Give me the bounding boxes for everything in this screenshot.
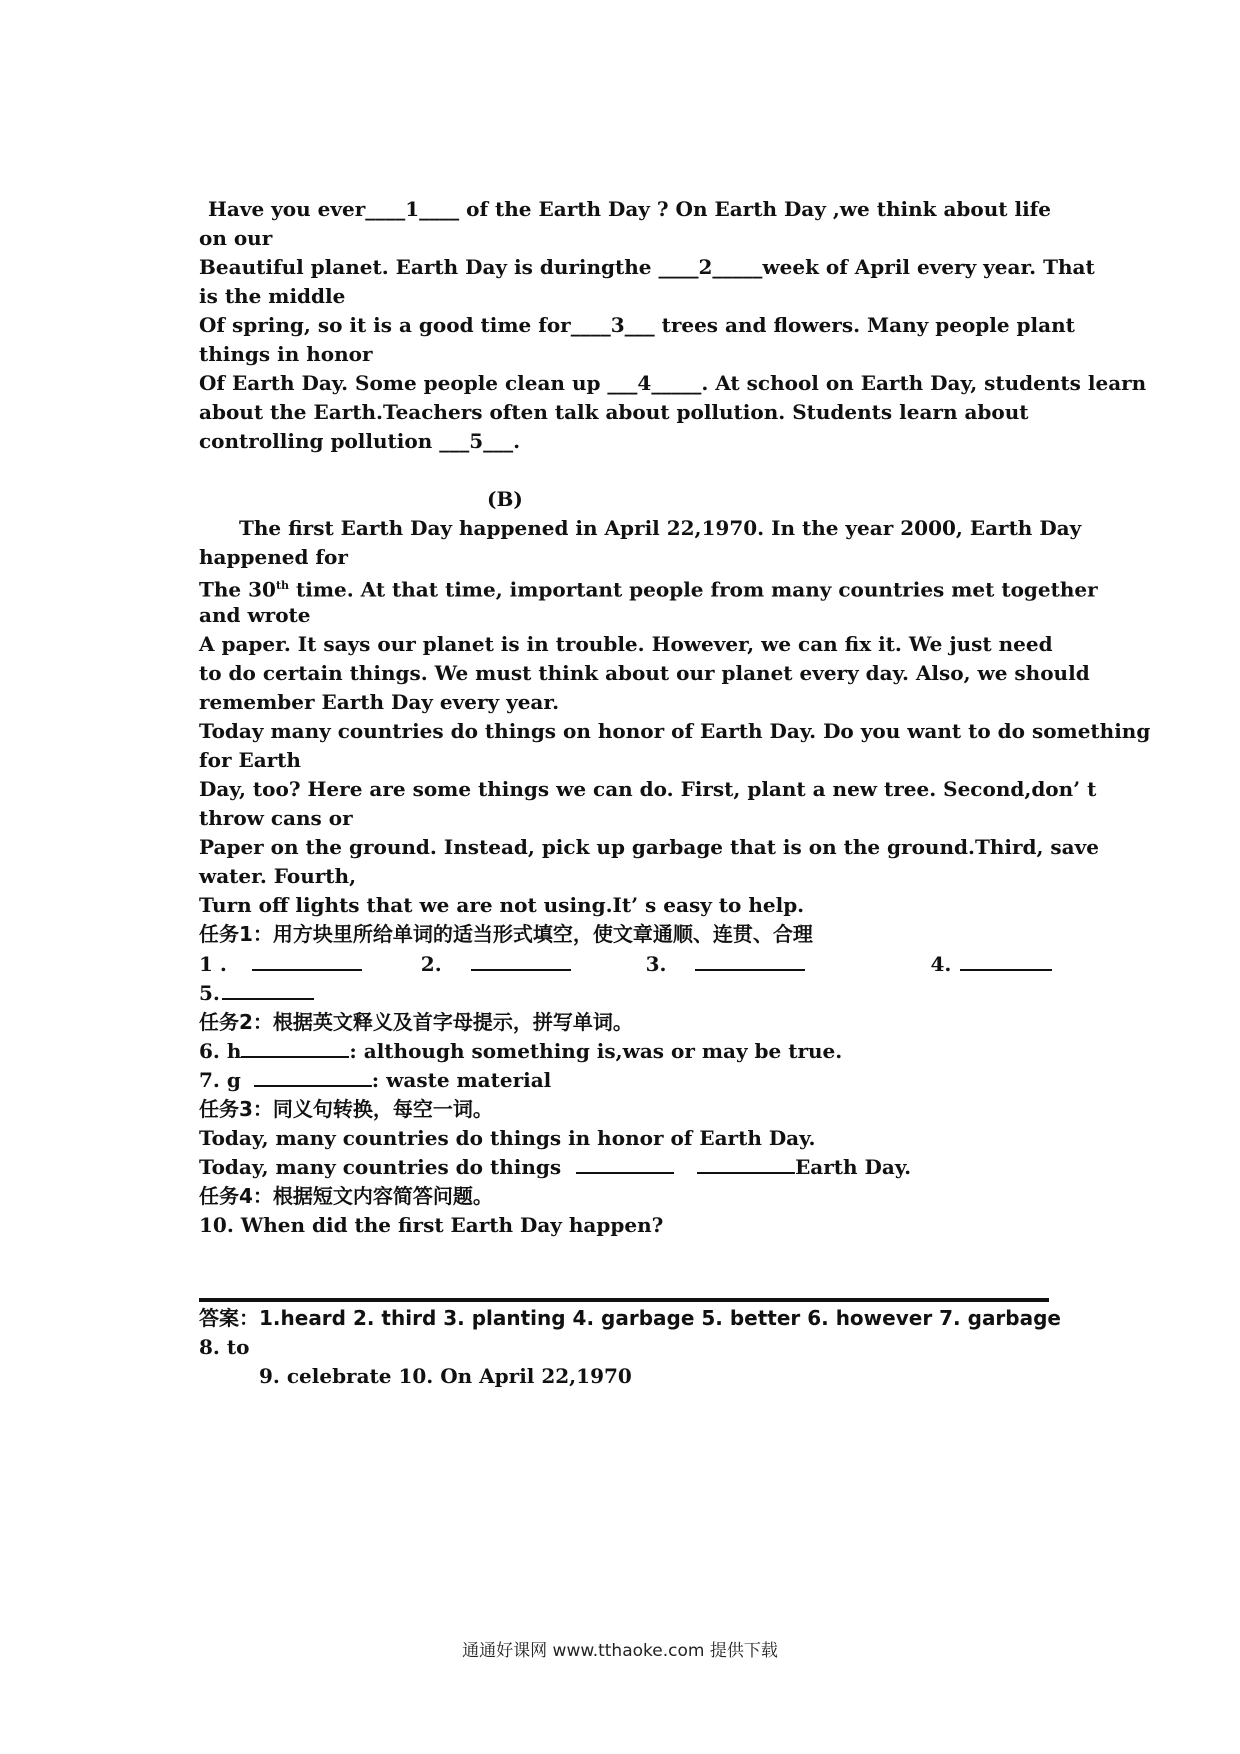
sentence-text: Today, many countries do things [199, 1155, 562, 1179]
blank-number: 5. [199, 981, 220, 1005]
passage-a-line: things in honor [199, 342, 373, 366]
superscript: th [275, 579, 290, 592]
passage-b-line: to do certain things. We must think about our planet every day. Also, we should [199, 661, 1090, 685]
question-7 [199, 1067, 551, 1093]
answer-blank-5[interactable] [222, 980, 314, 1000]
question-definition: : although something is,was or may be true. [349, 1039, 843, 1063]
passage-b-line: happened for [199, 545, 348, 569]
passage-b-line: Turn off lights that we are not using.It’ s easy to help. [199, 893, 805, 917]
blank-number: 3. [645, 952, 667, 976]
answer-blank-8[interactable] [576, 1154, 674, 1174]
blank-number: 1 . [199, 952, 227, 976]
question-number: 6. h [199, 1039, 242, 1063]
task1-blanks-row [199, 980, 314, 1006]
passage-a-line: Have you ever____1____ of the Earth Day ? On Earth Day ,we think about life [208, 197, 1051, 221]
answer-blank-7[interactable] [254, 1067, 372, 1087]
passage-a-line: on our [199, 226, 273, 250]
answer-blank-1[interactable] [252, 951, 362, 971]
sentence-text: Earth Day. [795, 1155, 912, 1179]
answer-blank-6[interactable] [241, 1038, 349, 1058]
passage-b-label: (B) [487, 487, 523, 511]
line-text: time. At that time, important people from many countries met together [289, 577, 1098, 602]
task3-heading: 任务3：同义句转换，每空一词。 [199, 1097, 493, 1121]
answer-blank-3[interactable] [695, 951, 805, 971]
question-definition: : waste material [371, 1068, 552, 1092]
task1-heading: 任务1：用方块里所给单词的适当形式填空，使文章通顺、连贯、合理 [199, 922, 813, 946]
blank-number: 4. [930, 952, 952, 976]
answer-blank-4[interactable] [960, 951, 1052, 971]
passage-b-line: and wrote [199, 603, 311, 627]
passage-b-line: water. Fourth, [199, 864, 357, 888]
passage-b-line [199, 573, 1098, 603]
task1-blanks-row [199, 951, 1052, 977]
answer-blank-9[interactable] [697, 1154, 795, 1174]
passage-a-line: is the middle [199, 284, 346, 308]
passage-a-line: Beautiful planet. Earth Day is duringthe ____2_____week of April every year. That [199, 255, 1095, 279]
passage-b-line: Paper on the ground. Instead, pick up garbage that is on the ground.Third, save [199, 835, 1099, 859]
answer-blank-2[interactable] [471, 951, 571, 971]
question-6 [199, 1038, 842, 1064]
question-10: 10. When did the first Earth Day happen? [199, 1213, 664, 1237]
task2-heading: 任务2：根据英文释义及首字母提示，拼写单词。 [199, 1010, 633, 1034]
page-footer: 通通好课网 www.tthaoke.com 提供下载 [462, 1641, 778, 1661]
task3-sentence: Today, many countries do things in honor of Earth Day. [199, 1126, 816, 1150]
passage-b-line: throw cans or [199, 806, 353, 830]
passage-a-line: about the Earth.Teachers often talk about pollution. Students learn about [199, 400, 1029, 424]
task4-heading: 任务4：根据短文内容简答问题。 [199, 1184, 493, 1208]
answer-line: 答案：1.heard 2. third 3. planting 4. garbage 5. better 6. however 7. garbage [199, 1306, 1061, 1330]
answer-divider [199, 1298, 1049, 1302]
passage-b-line: for Earth [199, 748, 301, 772]
answer-line: 8. to [199, 1335, 250, 1359]
answer-line: 9. celebrate 10. On April 22,1970 [259, 1364, 632, 1388]
passage-b-line: remember Earth Day every year. [199, 690, 560, 714]
line-text: The 30 [199, 577, 276, 602]
blank-number: 2. [420, 952, 442, 976]
passage-b-line: The first Earth Day happened in April 22,1970. In the year 2000, Earth Day [239, 516, 1082, 540]
passage-b-line: Day, too? Here are some things we can do. First, plant a new tree. Second,don’ t [199, 777, 1097, 801]
passage-a-line: controlling pollution ___5___. [199, 429, 521, 453]
passage-a-line: Of Earth Day. Some people clean up ___4_____. At school on Earth Day, students learn [199, 371, 1147, 395]
passage-b-line: A paper. It says our planet is in trouble. However, we can fix it. We just need [199, 632, 1053, 656]
question-number: 7. g [199, 1068, 241, 1092]
passage-b-line: Today many countries do things on honor of Earth Day. Do you want to do something [199, 719, 1151, 743]
passage-a-line: Of spring, so it is a good time for____3___ trees and flowers. Many people plant [199, 313, 1075, 337]
task3-sentence [199, 1154, 911, 1180]
